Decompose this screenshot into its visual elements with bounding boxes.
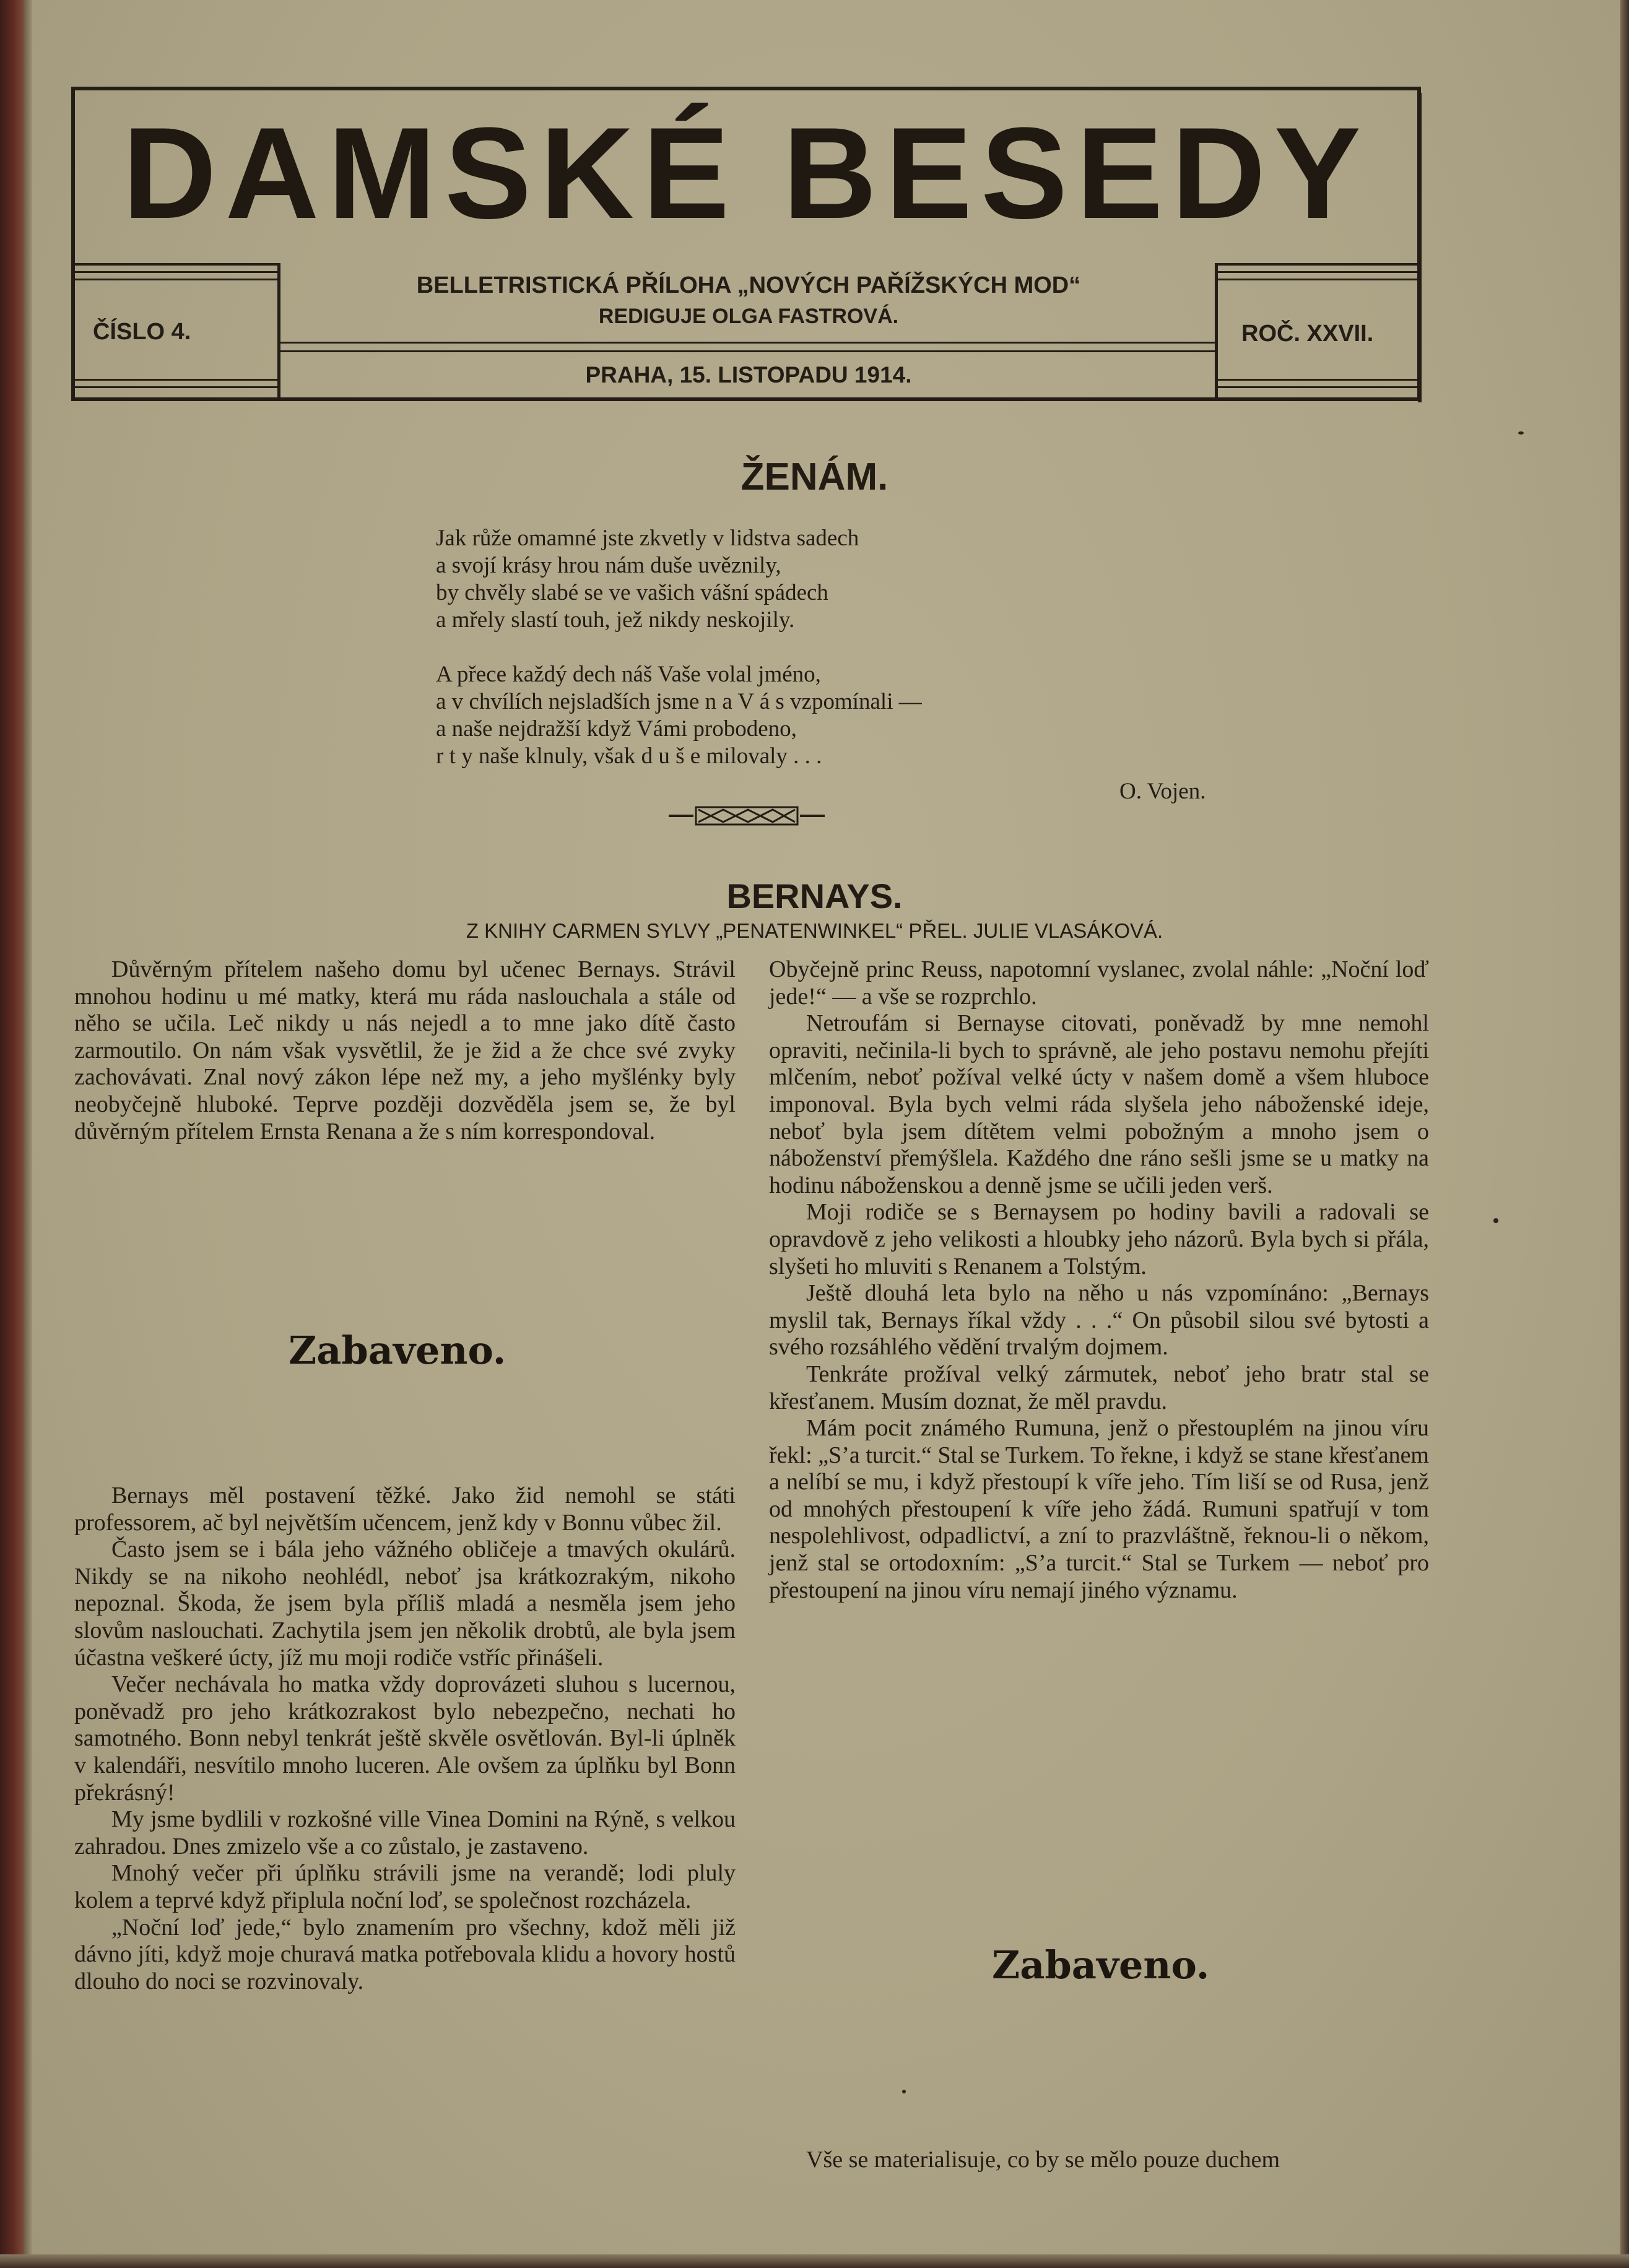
print-speck [1493, 1218, 1498, 1223]
stanza-gap [436, 634, 1241, 661]
masthead-title: DAMSKÉ BESEDY [123, 100, 1370, 246]
right-box-rule-5 [1217, 386, 1418, 388]
print-speck [1518, 431, 1524, 435]
poem-title: ŽENÁM. [741, 456, 888, 498]
paragraph: Mnohý večer při úplňku strávili jsme na verandě; lodi pluly kolem a teprvé když připlula noční loď, se společnost rozcházela. [74, 1860, 736, 1913]
book-spine [0, 0, 24, 2268]
volume-number: ROČ. XXVII. [1241, 321, 1374, 347]
ornament-divider [669, 803, 825, 828]
issue-number: ČÍSLO 4. [93, 319, 191, 345]
paragraph: My jsme bydlili v rozkošné ville Vinea Domini na Rýně, s velkou zahradou. Dnes zmizelo vše a co zůstalo, je zastaveno. [74, 1806, 736, 1859]
center-rule-1 [280, 342, 1217, 344]
left-box-rule-3 [75, 279, 279, 280]
poem-line: by chvěly slabé se ve vašich vášní spádech [436, 580, 828, 605]
masthead-editor: REDIGUJE OLGA FASTROVÁ. [598, 305, 899, 328]
poem-line: r t y naše klnuly, však d u š e milovaly . . . [436, 743, 822, 769]
paragraph: Tenkráte prožíval velký zármutek, neboť jeho bratr stal se křesťanem. Musím doznat, že měl pravdu. [769, 1361, 1429, 1414]
poem-line: A přece každý dech náš Vaše volal jméno, [436, 662, 821, 687]
paragraph: Mám pocit známého Rumuna, jenž o přestouplém na jinou víru řekl: „S’a turcit.“ Stal se Turkem. To řekne, i když se stane křesťanem a nelíbí se mu, i když přestoupí k víře jeho. Tím liší se od Rusa, jenž od mnohých přestoupení k víře jeho žádá. Rumuni spatřují v tom nespolehlivost, odpadlictví, a zní to prazvláštně, řeknou-li o někom, jenž stal se ortodoxním: „S’a turcit.“ Stal se Turkem — neboť pro přestoupení na jinou víru nemají jiného významu. [769, 1415, 1429, 1603]
right-box-rule-1 [1217, 263, 1418, 266]
censored-notice-left: Zabaveno. [289, 1328, 506, 1373]
center-rule-2 [280, 350, 1217, 352]
article-title: BERNAYS. [726, 876, 903, 915]
paragraph: Moji rodiče se s Bernaysem po hodiny bavili a radovali se opravdově z jeho velikosti a hloubky jeho názorů. Byla bych si přála, slyšeti ho mluviti s Renanem a Tolstým. [769, 1199, 1429, 1279]
poem-author: O. Vojen. [1119, 779, 1206, 804]
censored-notice-right: Zabaveno. [992, 1942, 1210, 1988]
left-column-bottom [74, 1482, 736, 1995]
print-speck [902, 2090, 906, 2093]
paragraph: Důvěrným přítelem našeho domu byl učenec Bernays. Strávil mnohou hodinu u mé matky, která mu ráda naslouchala a stále od něho se učila. Leč nikdy u nás nejedl a to mne jako dítě často zarmoutilo. On nám však vysvětlil, že je žid a že chce své zvyky zachovávati. Znal nový zákon lépe než my, a jeho myšlénky byly neobyčejně hluboké. Teprve později dozvěděla jsem se, že byl důvěrným přítelem Ernsta Renana a že s ním korrespondoval. [74, 956, 736, 1145]
left-box-rule-1 [75, 263, 279, 266]
masthead-subtitle: BELLETRISTICKÁ PŘÍLOHA „NOVÝCH PAŘÍŽSKÝCH MOD“ [416, 272, 1081, 298]
page-bottom-edge [0, 2254, 1629, 2268]
poem-line: Jak růže omamné jste zkvetly v lidstva sadech [436, 526, 859, 551]
right-box-rule-4 [1217, 379, 1418, 381]
left-column-top [74, 956, 736, 1145]
right-column-top [769, 956, 1429, 1604]
paragraph: „Noční loď jede,“ bylo znamením pro všechny, kdož měli již dávno jíti, když moje churavá matka potřebovala klidu a hovory hostů dlouho do noci se rozvinovaly. [74, 1914, 736, 1994]
masthead-dateline: PRAHA, 15. LISTOPADU 1914. [585, 362, 912, 387]
right-column-bottom [769, 2147, 1429, 2174]
right-box-rule-3 [1217, 279, 1418, 280]
left-box-rule-5 [75, 386, 279, 388]
article-subtitle: Z KNIHY CARMEN SYLVY „PENATENWINKEL“ PŘEL. JULIE VLASÁKOVÁ. [466, 919, 1163, 942]
paragraph: Bernays měl postavení těžké. Jako žid nemohl se státi professorem, ač byl největším učencem, jenž kdy v Bonnu vůbec žil. [74, 1482, 736, 1536]
paragraph: Často jsem se i bála jeho vážného obličeje a tmavých okulárů. Nikdy se na nikoho neohlédl, neboť jsa krátkozrakým, nikoho nepoznal. Škoda, že jsem byla příliš mladá a nesměla jsem jeho slovům naslouchati. Zachytila jsem jen několik drobtů, ale byla jsem účastna veškeré úcty, jíž mu moji rodiče vstříc přinášeli. [74, 1536, 736, 1671]
page-right-edge [1620, 0, 1629, 2268]
paragraph: Ještě dlouhá leta bylo na něho u nás vzpomínáno: „Bernays myslil tak, Bernays říkal vždy . . .“ On působil silou své bytosti a svého rozsáhlého vědění trvalým dojmem. [769, 1280, 1429, 1361]
paragraph: Večer nechávala ho matka vždy doprovázeti sluhou s lucernou, poněvadž pro jeho krátkozrakost bylo nebezpečno, nechati ho samotného. Bonn nebyl tenkrát ještě skvěle osvětlován. Byl-li úplněk v kalendáři, nesvítilo mnoho luceren. Ale ovšem za úplňku byl Bonn překrásný! [74, 1671, 736, 1806]
poem-body [436, 525, 1241, 770]
paragraph: Netroufám si Bernayse citovati, poněvadž by mne nemohl opraviti, nečinila-li bych to správně, ale jeho postavu nemohu přejíti mlčením, neboť požíval velké úcty v našem domě a všem hluboce imponoval. Byla bych velmi ráda slyšela jeho náboženské ideje, neboť byla jsem dítětem velmi pobožným a mnoho jsem o náboženství přemýšlela. Každého dne ráno sešli jsme se u matky na hodinu náboženskou a denně jsme se učili jeden verš. [769, 1010, 1429, 1198]
paragraph: Obyčejně princ Reuss, napotomní vyslanec, zvolal náhle: „Noční loď jede!“ — a vše se rozprchlo. [769, 956, 1429, 1010]
poem-line: a v chvílích nejsladších jsme n a V á s vzpomínali — [436, 689, 922, 714]
right-box-rule-2 [1217, 271, 1418, 273]
poem-line: a svojí krásy hrou nám duše uvěznily, [436, 553, 781, 578]
left-box-rule-2 [75, 271, 279, 273]
poem-line: a naše nejdražší když Vámi probodeno, [436, 716, 797, 742]
left-box-rule-4 [75, 379, 279, 381]
page-gutter [24, 0, 32, 2268]
paragraph: Vše se materialisuje, co by se mělo pouze duchem [806, 2147, 1280, 2173]
poem-line: a mřely slastí touh, jež nikdy neskojily. [436, 607, 795, 633]
